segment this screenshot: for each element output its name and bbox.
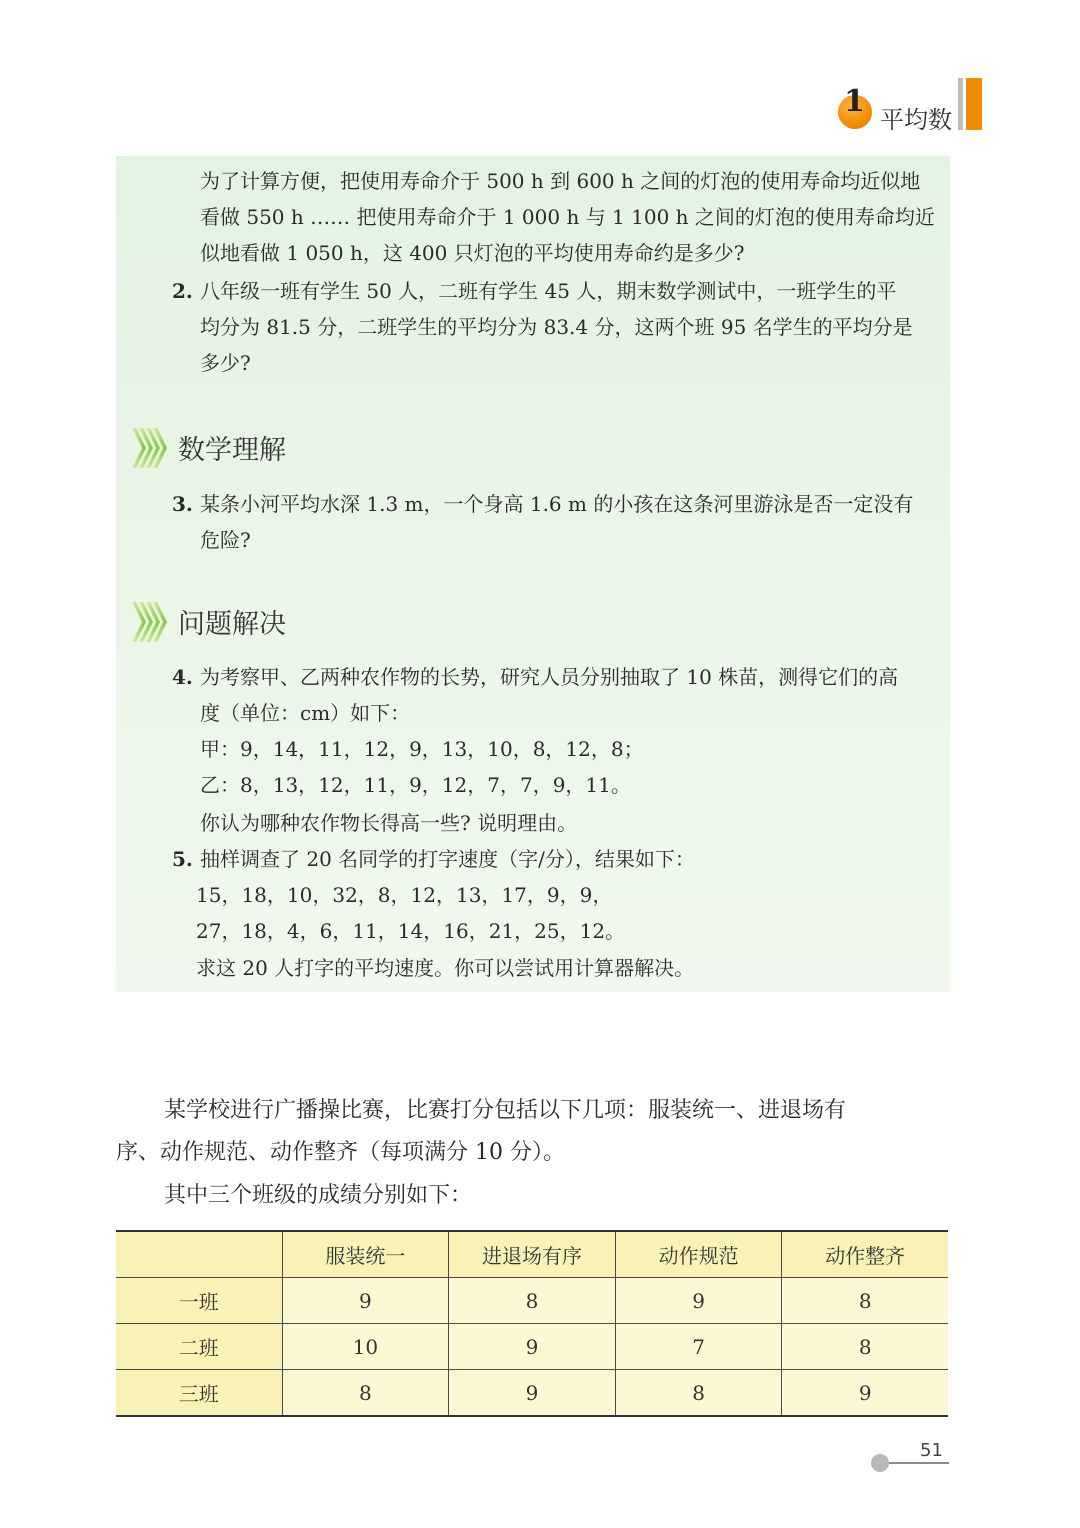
table-cell: 9 <box>449 1370 616 1417</box>
chevron-arrows-icon <box>132 602 174 642</box>
table-cell: 7 <box>615 1324 782 1370</box>
section-title: 数学理解 <box>178 435 286 466</box>
chapter-bar-orange <box>966 78 982 130</box>
table-row <box>116 1324 948 1370</box>
q3-line-1: 某条小河平均水深 1.3 m，一个身高 1.6 m 的小孩在这条河里游泳是否一定没有 <box>200 492 914 516</box>
chapter-title: 平均数 <box>880 106 952 134</box>
table-cell: 8 <box>782 1278 948 1324</box>
table-cell: 10 <box>282 1324 449 1370</box>
q5-line-3: 27，18，4，6，11，14，16，21，25，12。 <box>196 919 626 943</box>
q4-line-5: 你认为哪种农作物长得高一些? 说明理由。 <box>200 811 578 835</box>
q2-line-2: 均分为 81.5 分，二班学生的平均分为 83.4 分，这两个班 95 名学生的平均分是 <box>200 315 913 339</box>
table-header-cell: 进退场有序 <box>449 1231 616 1278</box>
q1-line-1: 为了计算方便，把使用寿命介于 500 h 到 600 h 之间的灯泡的使用寿命均近似地 <box>200 169 921 193</box>
chapter-number: 1 <box>844 84 865 119</box>
table-cell: 8 <box>282 1370 449 1417</box>
intro-line-1: 某学校进行广播操比赛，比赛打分包括以下几项：服装统一、进退场有 <box>164 1098 847 1123</box>
q5-line-4: 求这 20 人打字的平均速度。你可以尝试用计算器解决。 <box>196 956 695 980</box>
q2-line-1: 八年级一班有学生 50 人，二班有学生 45 人，期末数学测试中，一班学生的平 <box>200 279 897 303</box>
q5-number: 5. <box>172 847 193 871</box>
q5-line-2: 15，18，10，32，8，12，13，17，9，9， <box>196 883 613 907</box>
table-row <box>116 1370 948 1417</box>
q2-number: 2. <box>172 279 193 303</box>
row-label: 一班 <box>116 1278 282 1324</box>
chapter-bar-gray <box>958 78 963 130</box>
table-header-cell: 服装统一 <box>282 1231 449 1278</box>
intro-line-2: 序、动作规范、动作整齐（每项满分 10 分）。 <box>116 1140 565 1165</box>
page-number: 51 <box>920 1440 943 1461</box>
q4-line-4: 乙：8，13，12，11，9，12，7，7，9，11。 <box>200 773 631 797</box>
page-dot-icon <box>871 1454 889 1472</box>
table-cell: 9 <box>449 1324 616 1370</box>
q4-line-3: 甲：9，14，11，12，9，13，10，8，12，8； <box>200 737 644 761</box>
table-cell: 8 <box>615 1370 782 1417</box>
q4-line-2: 度（单位：cm）如下： <box>200 701 411 725</box>
chevron-arrows-icon <box>132 428 174 468</box>
table-cell: 8 <box>782 1324 948 1370</box>
table-header-row <box>116 1231 948 1278</box>
q1-line-2: 看做 550 h …… 把使用寿命介于 1 000 h 与 1 100 h 之间的灯泡的使用寿命均近 <box>200 205 935 229</box>
table-cell: 9 <box>282 1278 449 1324</box>
table-cell: 9 <box>615 1278 782 1324</box>
table-header-cell: 动作整齐 <box>782 1231 948 1278</box>
table-cell: 9 <box>782 1370 948 1417</box>
scores-table <box>116 1230 948 1417</box>
table-row <box>116 1278 948 1324</box>
table-header-cell: 动作规范 <box>615 1231 782 1278</box>
q4-line-1: 为考察甲、乙两种农作物的长势，研究人员分别抽取了 10 株苗，测得它们的高 <box>200 665 899 689</box>
table-cell: 8 <box>449 1278 616 1324</box>
q4-number: 4. <box>172 665 193 689</box>
q5-line-1: 抽样调查了 20 名同学的打字速度（字/分），结果如下： <box>200 847 695 871</box>
q3-number: 3. <box>172 492 193 516</box>
row-label: 三班 <box>116 1370 282 1417</box>
intro-line-3: 其中三个班级的成绩分别如下： <box>164 1183 473 1208</box>
row-label: 二班 <box>116 1324 282 1370</box>
q3-line-2: 危险? <box>200 528 251 552</box>
page-number-rule <box>889 1462 949 1464</box>
table-header-cell <box>116 1231 282 1278</box>
q2-line-3: 多少? <box>200 351 251 375</box>
q1-line-3: 似地看做 1 050 h，这 400 只灯泡的平均使用寿命约是多少? <box>200 241 745 265</box>
section-title: 问题解决 <box>178 609 286 640</box>
